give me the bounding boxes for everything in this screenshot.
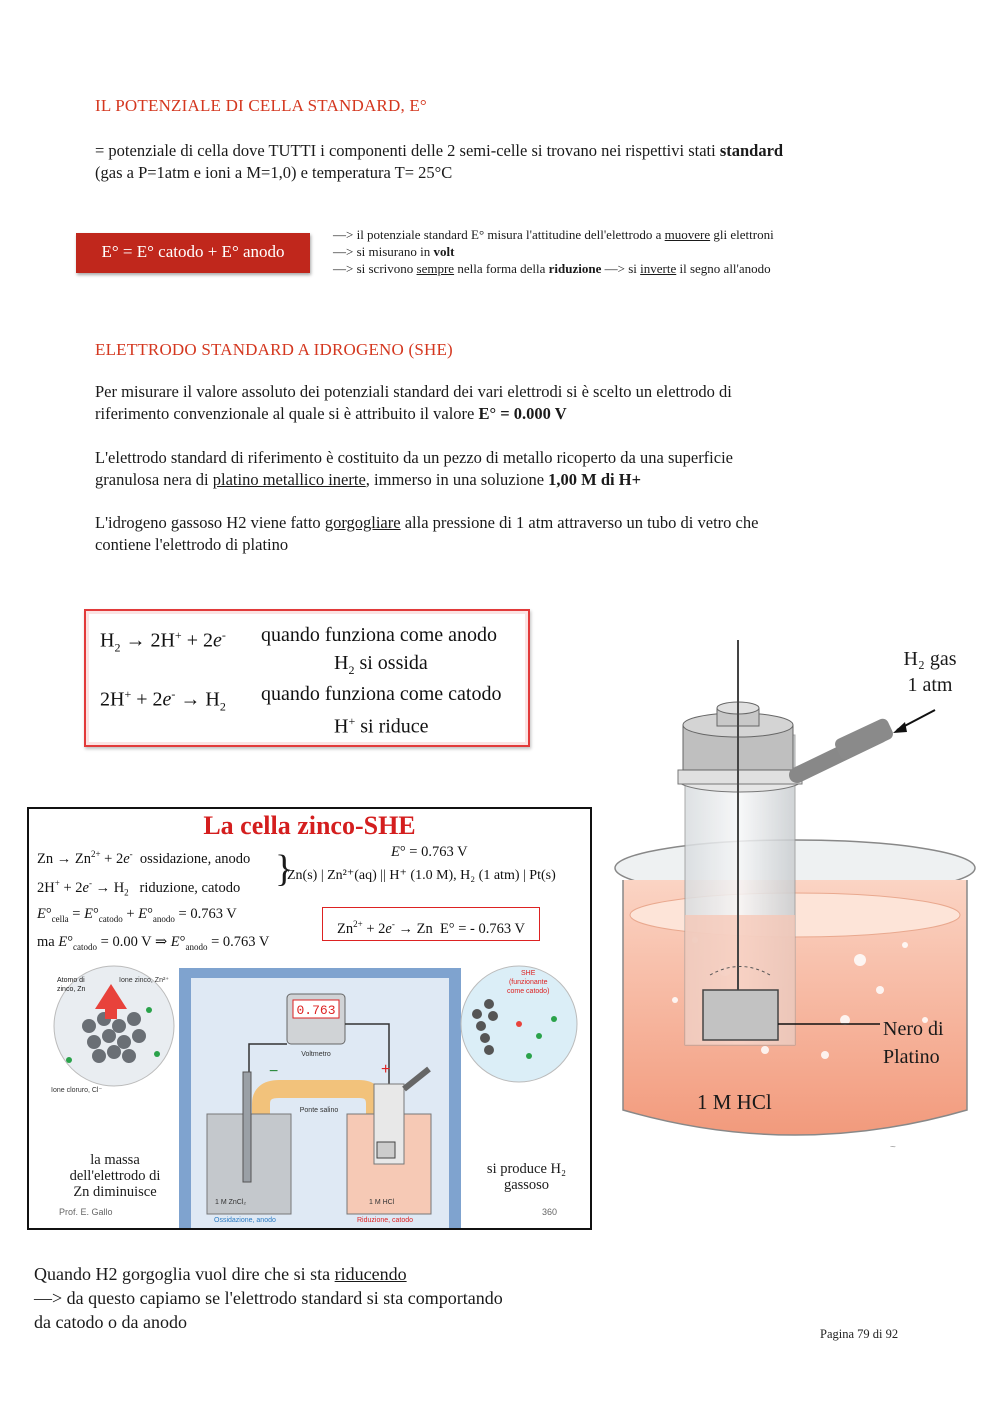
- note-3: —> si scrivono sempre nella forma della riduzione —> si inverte il segno all'anodo: [333, 261, 771, 276]
- atomo-label: Atomo di zinco, Zn: [57, 977, 86, 993]
- paragraph-2: [95, 447, 915, 491]
- slide-ox-reaction: $Zn \to Zn^{2+} + 2e^-$ ossidazione, anodo: [37, 849, 251, 867]
- minus-sign: −: [269, 1063, 279, 1080]
- page-number: Pagina 79 di 92: [820, 1327, 899, 1341]
- section-heading-she: ELETTRODO STANDARD A IDROGENO (SHE): [95, 340, 453, 359]
- slide-ma: ma $E^\circ_{catodo} = 0.00$ V ⇒ $E^\circ_{anodo} = 0.763$ V: [37, 934, 270, 952]
- left-caption: la massa dell'elettrodo di Zn diminuisce: [69, 1152, 161, 1200]
- slide-red-reaction: $2H^+ + 2e^- \to H_2$ riduzione, catodo: [37, 878, 241, 898]
- reaction-anode-sub: $H_2$ si ossida: [334, 652, 428, 677]
- p1-line1: Per misurare il valore assoluto dei potenziali standard dei vari elettrodi si è scelto un elettrodo di: [95, 382, 732, 401]
- slide-e-value: E° = 0.763 V: [391, 844, 468, 860]
- bottom-line2: —> da questo capiamo se l'elettrodo standard si sta comportando: [34, 1288, 503, 1308]
- gas-label: H₂ gas 1 atm: [903, 648, 957, 696]
- voltmetro-label: Voltmetro: [301, 1051, 331, 1058]
- p2-line1: L'elettrodo standard di riferimento è costituito da un pezzo di metallo ricoperto da una superficie: [95, 448, 733, 467]
- plus-sign: +: [381, 1061, 391, 1078]
- bottom-line1: Quando H2 gorgoglia vuol dire che si sta riducendo: [34, 1264, 407, 1284]
- cell-notation: Zn(s) | Zn²⁺(aq) || H⁺ (1.0 M), H₂ (1 atm) | Pt(s): [287, 868, 556, 883]
- section-heading-cell-potential: IL POTENZIALE DI CELLA STANDARD, E°: [95, 96, 427, 115]
- note-1: —> il potenziale standard E° misura l'attitudine dell'elettrodo a muovere gli elettroni: [333, 227, 774, 242]
- boxed-equation: $Zn^{2+} + 2e^- \to Zn$ E° = - 0.763 V: [322, 907, 540, 941]
- red-small-label: Riduzione, catodo: [357, 1217, 414, 1224]
- voltmeter-reading: 0.763: [296, 1003, 336, 1018]
- reaction-cathode: $2H^+ + 2e^- \to H_2$: [100, 687, 226, 714]
- beaker-svg: [605, 640, 985, 1160]
- ione-label: Ione zinco, Zn²⁺: [119, 977, 169, 984]
- right-caption: si produce H₂ gassoso: [486, 1161, 567, 1193]
- note-2: —> si misurano in volt: [333, 244, 455, 259]
- hcl-small-label: 1 M HCl: [369, 1199, 395, 1206]
- reaction-cathode-desc: quando funziona come catodo: [261, 683, 502, 705]
- p2-line2: granulosa nera di platino metallico inerte, immerso in una soluzione 1,00 M di H+: [95, 470, 641, 489]
- p3-line1: L'idrogeno gassoso H2 viene fatto gorgogliare alla pressione di 1 atm attraverso un tubo di vetro che: [95, 513, 759, 532]
- she-small-label: SHE (funzionante come catodo): [507, 970, 550, 995]
- prof-label: Prof. E. Gallo: [59, 1207, 113, 1217]
- cloruro-label: Ione cloruro, Cl⁻: [51, 1087, 103, 1094]
- definition-paragraph: [95, 140, 915, 184]
- paragraph-1: [95, 381, 915, 425]
- ponte-label: Ponte salino: [299, 1107, 339, 1114]
- zinc-she-slide: [27, 807, 592, 1230]
- slide-ecell: $E^\circ_{cella} = E^\circ_{catodo} + E^\circ_{anodo} = 0.763$ V: [37, 906, 237, 924]
- reaction-anode-desc: quando funziona come anodo: [261, 624, 498, 646]
- ox-small-label: Ossidazione, anodo: [214, 1217, 276, 1224]
- faint-number: ~: [890, 1142, 896, 1153]
- bottom-line3: da catodo o da anodo: [34, 1312, 187, 1332]
- definition-text: = potenziale di cella dove TUTTI i componenti delle 2 semi-celle si trovano nei rispettivi stati: [95, 141, 720, 160]
- paragraph-3: [95, 512, 915, 556]
- definition-line2: (gas a P=1atm e ioni a M=1,0) e temperatura T= 25°C: [95, 163, 453, 182]
- she-beaker-illustration: [605, 640, 985, 1160]
- reaction-cathode-sub: H+ si riduce: [334, 714, 429, 738]
- slide-title: La cella zinco-SHE: [203, 811, 416, 840]
- p3-line2: contiene l'elettrodo di platino: [95, 535, 289, 554]
- p1-line2: riferimento convenzionale al quale si è attribuito il valore E° = 0.000 V: [95, 404, 567, 423]
- notes-block: [333, 226, 913, 277]
- bottom-paragraph: [34, 1262, 634, 1334]
- slide-number: 360: [542, 1207, 558, 1217]
- hcl-label: 1 M HCl: [697, 1090, 772, 1114]
- she-reactions-box: [84, 609, 530, 747]
- zncl2-label: 1 M ZnCl₂: [215, 1199, 247, 1206]
- nero-platino-label: Nero di Platino: [883, 1018, 944, 1068]
- reaction-anode: $H_2 \to 2H^+ + 2e^-$: [100, 628, 226, 655]
- definition-bold: standard: [719, 141, 784, 160]
- brace-icon: }: [275, 848, 294, 890]
- formula-box: E° = E° catodo + E° anodo: [76, 233, 310, 273]
